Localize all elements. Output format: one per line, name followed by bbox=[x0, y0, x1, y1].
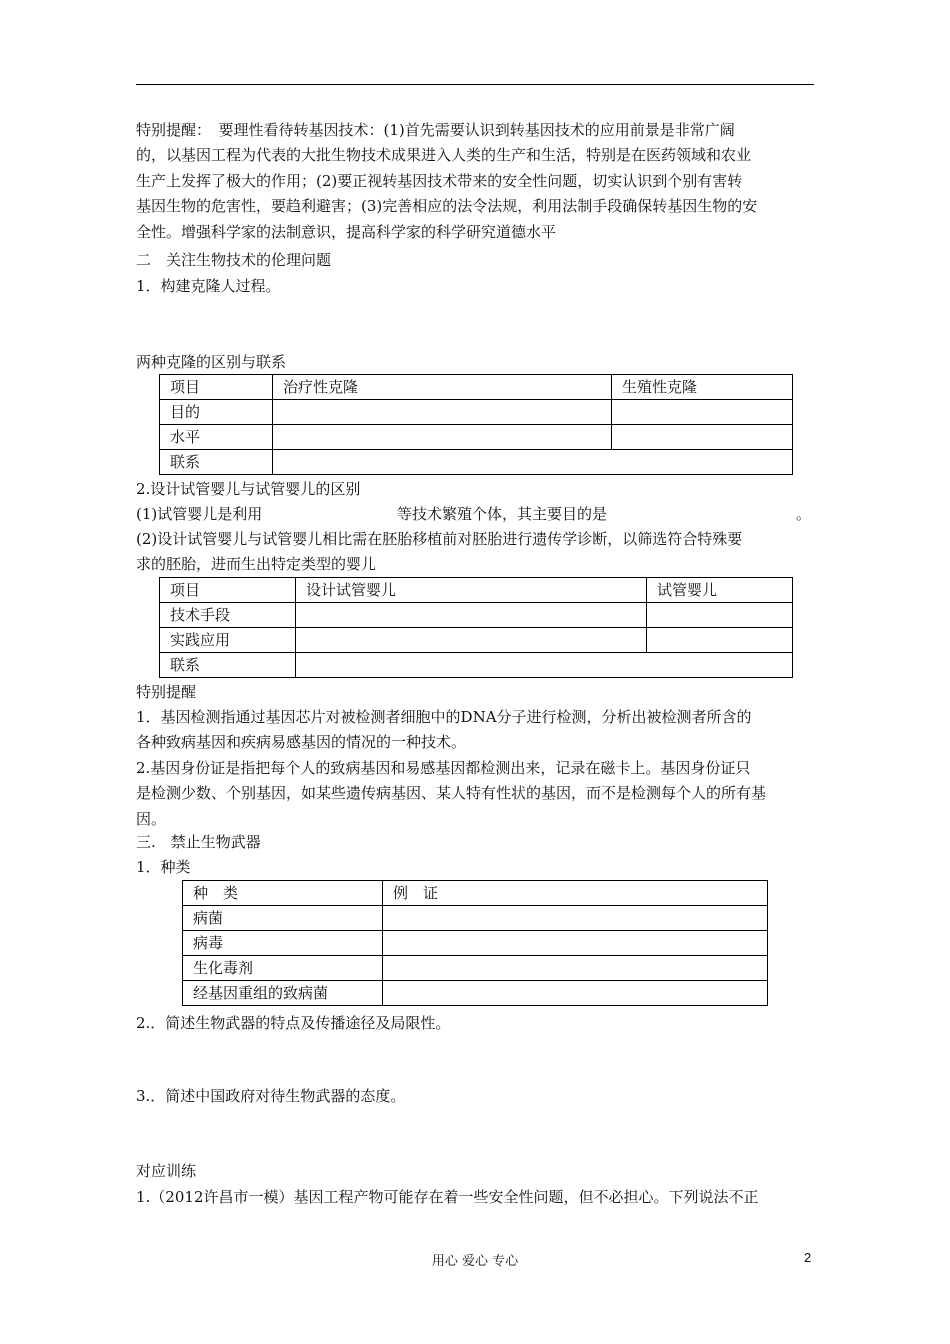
blank-cell[interactable] bbox=[383, 956, 768, 981]
tip-gene-testing bbox=[136, 705, 816, 756]
text-line: 1．基因检测指通过基因芯片对被检测者细胞中的DNA分子进行检测，分析出被检测者所含的 bbox=[136, 708, 752, 726]
table-header-cell: 生殖性克隆 bbox=[612, 375, 793, 400]
table-header-cell: 试管婴儿 bbox=[647, 578, 793, 603]
tip-line: 全性。增强科学家的法制意识，提高科学家的科学研究道德水平 bbox=[136, 222, 557, 241]
text-line: (2)设计试管婴儿与试管婴儿相比需在胚胎移植前对胚胎进行遗传学诊断，以筛选符合特殊要 bbox=[136, 530, 743, 548]
table-row bbox=[183, 956, 768, 981]
tip-line: 特别提醒： 要理性看待转基因技术：(1)首先需要认识到转基因技术的应用前景是非常广阔 bbox=[136, 121, 735, 139]
question-designer-baby bbox=[136, 527, 816, 578]
question-weapon-types: 1．种类 bbox=[136, 858, 191, 876]
blank-cell[interactable] bbox=[647, 603, 793, 628]
question-ivf-fill-blank bbox=[136, 502, 816, 527]
blank-cell[interactable] bbox=[612, 400, 793, 425]
page-number: 2 bbox=[804, 1250, 812, 1265]
fill-blank-text: (1)试管婴儿是利用 bbox=[136, 505, 263, 523]
row-label: 水平 bbox=[160, 425, 273, 450]
blank-cell[interactable] bbox=[296, 603, 647, 628]
table-header-row bbox=[160, 375, 793, 400]
text-line: 各种致病基因和疾病易感基因的情况的一种技术。 bbox=[136, 733, 467, 752]
table-header-row bbox=[183, 881, 768, 906]
row-label: 实践应用 bbox=[160, 628, 296, 653]
tip-gene-id-card bbox=[136, 756, 816, 832]
tip-line: 基因生物的危害性，要趋利避害；(3)完善相应的法令法规，利用法制手段确保转基因生物的安 bbox=[136, 197, 758, 216]
table-header-row bbox=[160, 578, 793, 603]
blank-cell[interactable] bbox=[273, 400, 612, 425]
row-label: 经基因重组的致病菌 bbox=[183, 981, 383, 1006]
clone-comparison-table bbox=[159, 374, 793, 475]
table-header-cell: 项目 bbox=[160, 375, 273, 400]
section-heading-bioweapons: 三. 禁止生物武器 bbox=[136, 833, 261, 851]
table-row bbox=[160, 653, 793, 678]
blank-cell[interactable] bbox=[296, 628, 647, 653]
table-row bbox=[160, 400, 793, 425]
weapon-types-table bbox=[182, 880, 768, 1006]
question-weapon-features: 2.．简述生物武器的特点及传播途径及局限性。 bbox=[136, 1014, 451, 1032]
row-label: 病菌 bbox=[183, 906, 383, 931]
table-header-cell: 项目 bbox=[160, 578, 296, 603]
question-china-attitude: 3.．简述中国政府对待生物武器的态度。 bbox=[136, 1087, 406, 1105]
fill-blank-end: 。 bbox=[796, 505, 812, 523]
tip-heading: 特别提醒 bbox=[136, 683, 197, 701]
fill-blank-text: 等技术繁殖个体，其主要目的是 bbox=[397, 505, 608, 523]
table-row bbox=[183, 906, 768, 931]
table-row bbox=[160, 425, 793, 450]
table-header-cell: 治疗性克隆 bbox=[273, 375, 612, 400]
row-label: 生化毒剂 bbox=[183, 956, 383, 981]
row-label: 目的 bbox=[160, 400, 273, 425]
blank-cell[interactable] bbox=[296, 653, 793, 678]
blank-cell[interactable] bbox=[383, 981, 768, 1006]
table-row bbox=[183, 931, 768, 956]
blank-cell[interactable] bbox=[383, 931, 768, 956]
table-header-cell: 种 类 bbox=[183, 881, 383, 906]
table-header-cell: 设计试管婴儿 bbox=[296, 578, 647, 603]
header-rule bbox=[136, 84, 814, 85]
section-heading-ethics: 二 关注生物技术的伦理问题 bbox=[136, 251, 332, 269]
table-row bbox=[160, 628, 793, 653]
text-line: 因。 bbox=[136, 809, 167, 828]
table-row bbox=[183, 981, 768, 1006]
row-label: 技术手段 bbox=[160, 603, 296, 628]
footer-slogan: 用心 爱心 专心 bbox=[431, 1254, 519, 1269]
question-clone-process: 1．构建克隆人过程。 bbox=[136, 277, 281, 295]
row-label: 病毒 bbox=[183, 931, 383, 956]
blank-cell[interactable] bbox=[612, 425, 793, 450]
text-line: 2.基因身份证是指把每个人的致病基因和易感基因都检测出来，记录在磁卡上。基因身份证只 bbox=[136, 759, 751, 777]
table-header-cell: 例 证 bbox=[383, 881, 768, 906]
text-line: 求的胚胎，进而生出特定类型的婴儿 bbox=[136, 555, 377, 574]
ivf-comparison-table bbox=[159, 577, 793, 678]
row-label: 联系 bbox=[160, 653, 296, 678]
tip-line: 的，以基因工程为代表的大批生物技术成果进入人类的生产和生活，特别是在医药领域和农业 bbox=[136, 146, 752, 165]
clone-table-caption: 两种克隆的区别与联系 bbox=[136, 353, 287, 371]
table-row bbox=[160, 603, 793, 628]
blank-cell[interactable] bbox=[273, 425, 612, 450]
blank-cell[interactable] bbox=[647, 628, 793, 653]
practice-question-1: 1.（2012许昌市一模）基因工程产物可能存在着一些安全性问题，但不必担心。下列说法不正 bbox=[136, 1188, 759, 1206]
tip-line: 生产上发挥了极大的作用；(2)要正视转基因技术带来的安全性问题，切实认识到个别有害转 bbox=[136, 171, 743, 190]
practice-heading: 对应训练 bbox=[136, 1162, 197, 1180]
text-line: 是检测少数、个别基因，如某些遗传病基因、某人特有性状的基因，而不是检测每个人的所有基 bbox=[136, 784, 767, 803]
blank-cell[interactable] bbox=[383, 906, 768, 931]
tip-paragraph-transgenic bbox=[136, 118, 816, 245]
table-row bbox=[160, 450, 793, 475]
question-ivf-difference: 2.设计试管婴儿与试管婴儿的区别 bbox=[136, 480, 361, 498]
row-label: 联系 bbox=[160, 450, 273, 475]
blank-cell[interactable] bbox=[273, 450, 793, 475]
